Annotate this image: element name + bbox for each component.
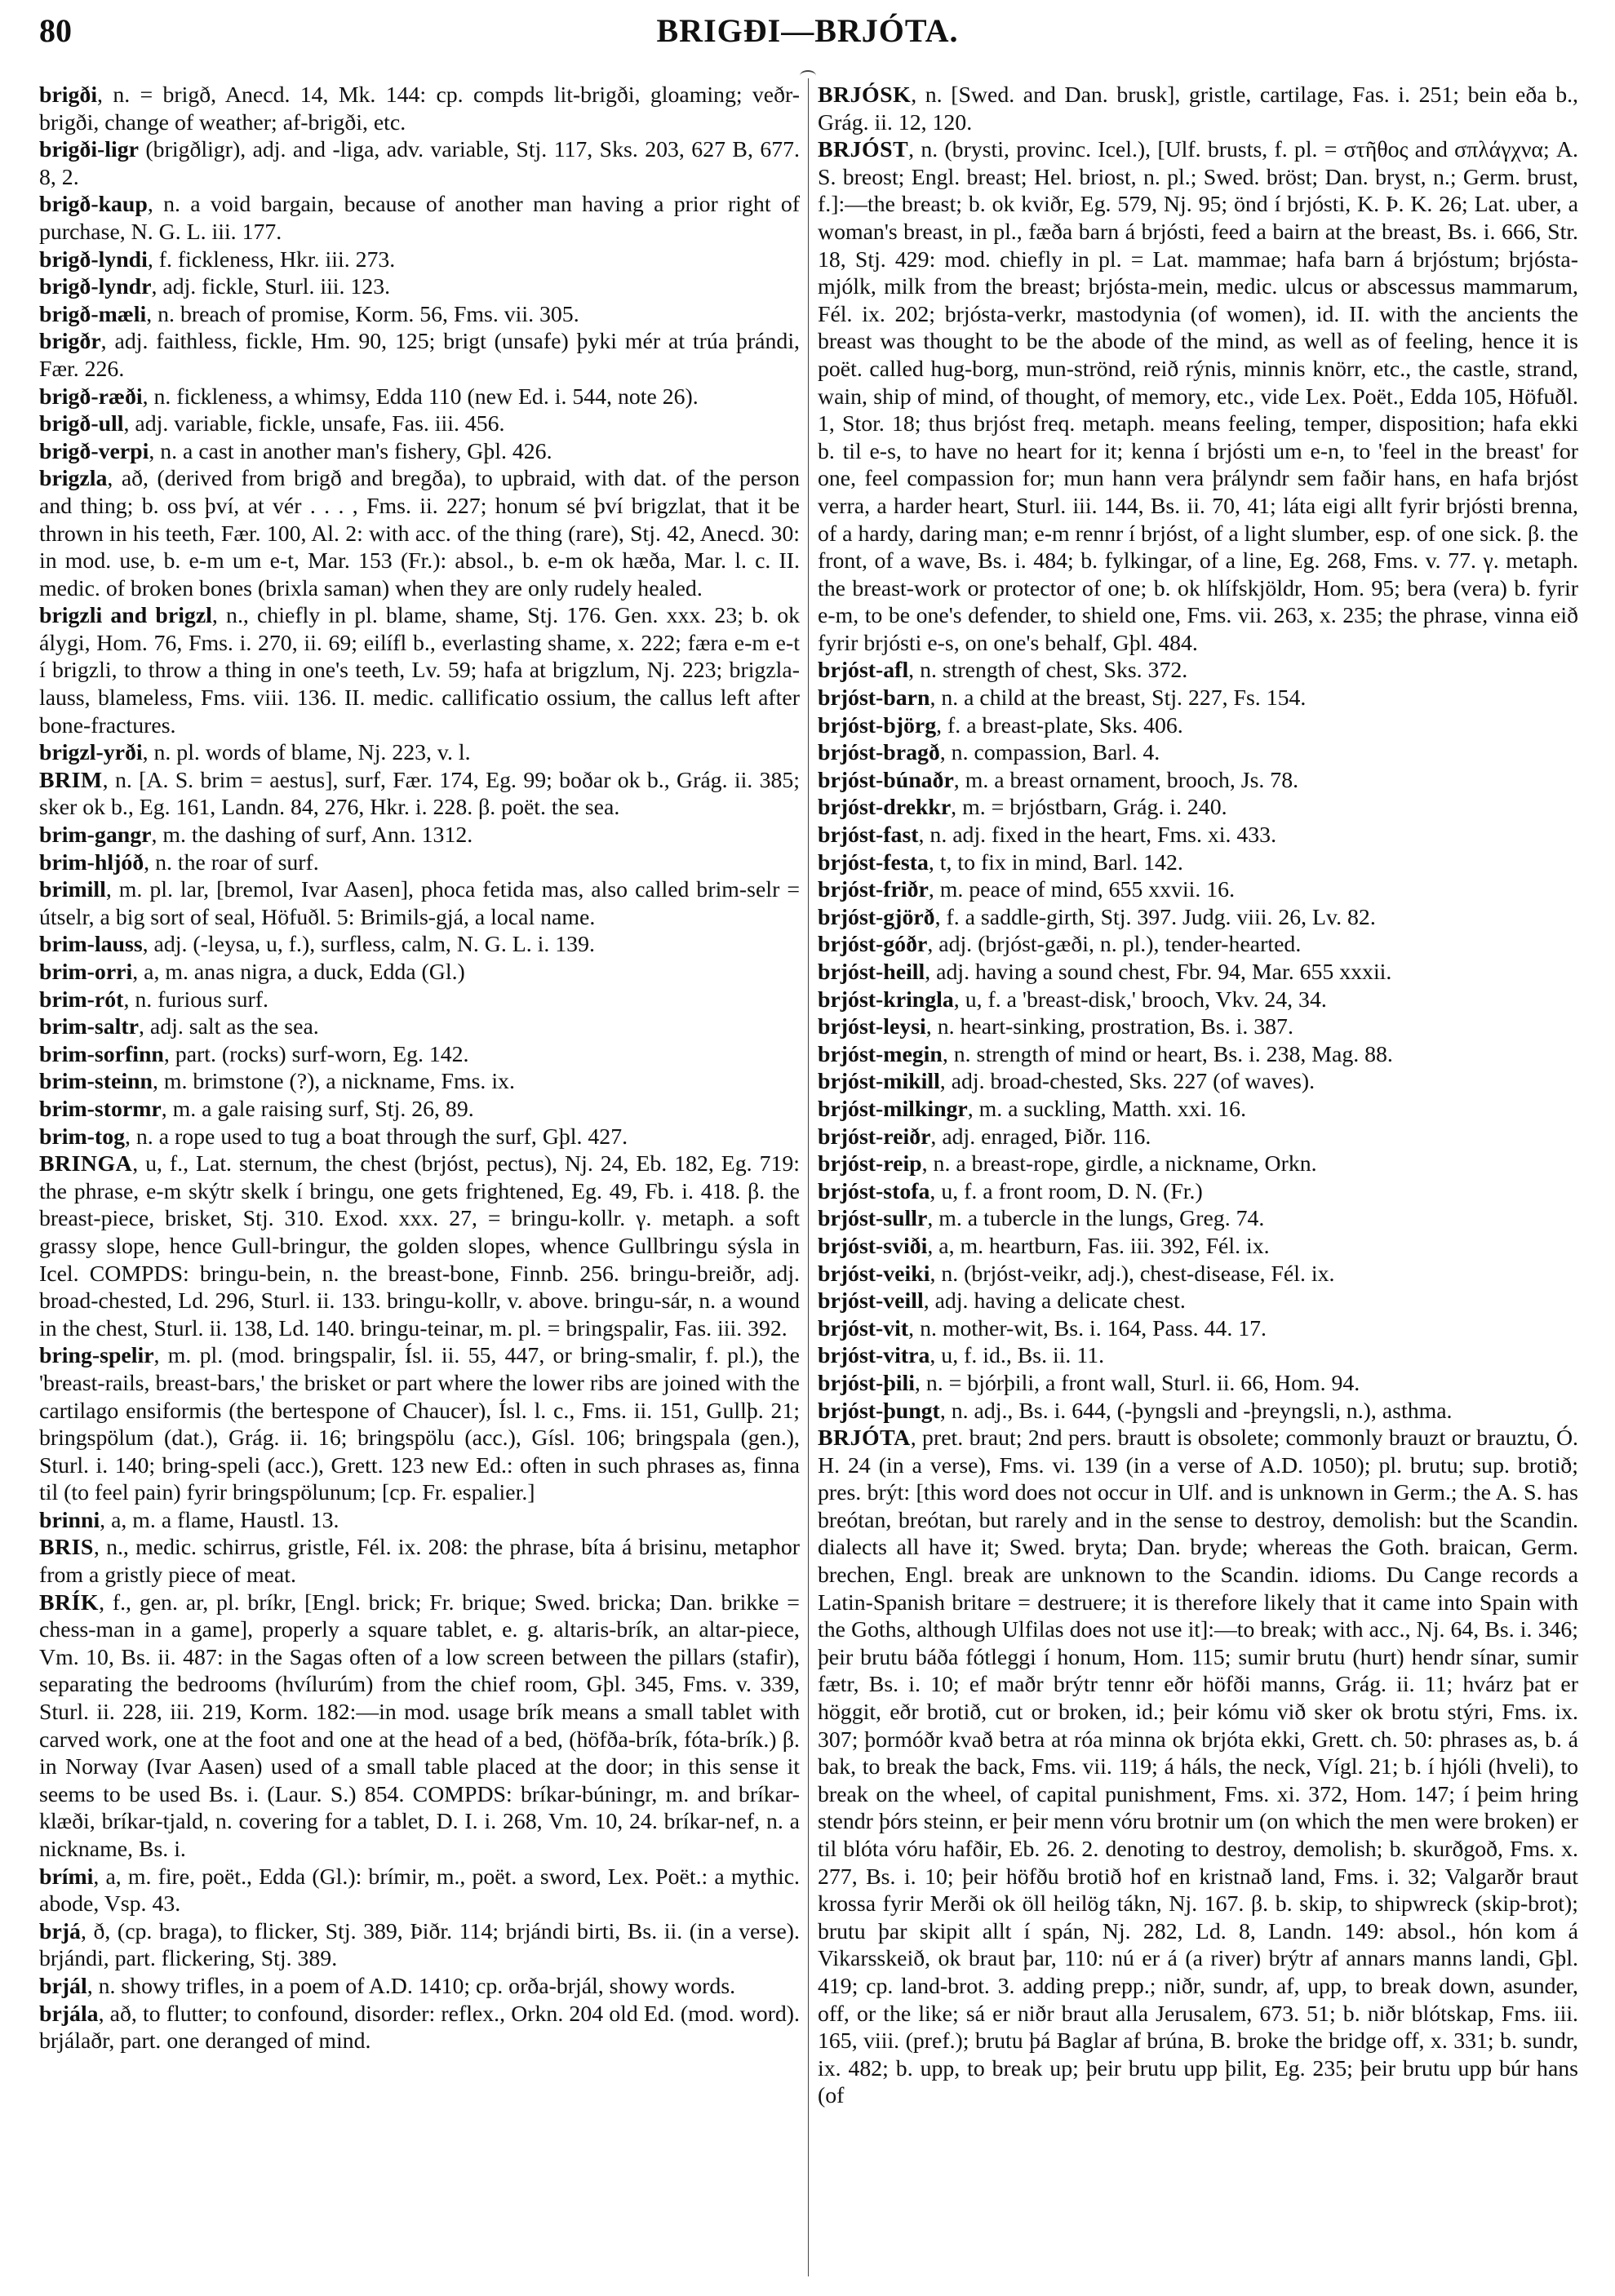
headword: brigð-kaup xyxy=(39,192,148,218)
entry-text: , f. a breast-plate, Sks. 406. xyxy=(936,712,1183,738)
entry-text: , m. a tubercle in the lungs, Greg. 74. xyxy=(927,1206,1265,1232)
entry-text: , adj. broad-chested, Sks. 227 (of waves). xyxy=(939,1069,1316,1095)
entry-text: , a, m. anas nigra, a duck, Edda (Gl.) xyxy=(132,960,465,985)
dictionary-entry xyxy=(39,876,800,931)
entry-text: , n., medic. schirrus, gristle, Fél. ix. 208: the phrase, bíta á brisinu, metaphor from a gristly piece of meat. xyxy=(39,1535,800,1589)
dictionary-entry xyxy=(39,1918,800,1973)
entry-text: , n. the roar of surf. xyxy=(144,849,319,875)
entry-text: , að, to flutter; to confound, disorder: reflex., Orkn. 204 old Ed. (mod. word). brjálaðr, part. one deranged of mind. xyxy=(39,2001,800,2054)
entry-text: , f., gen. ar, pl. bríkr, [Engl. brick; Fr. brique; Swed. bricka; Dan. brikke = chess-man in a game], properly a square tablet, e. g. altaris-brík, an altar-piece, Vm. 10, Bs. ii. 487: in the Sagas often of a low screen between the pillars (stafir), separating the bedrooms (hvílurúm) from the chief room, Gþl. 345, Fms. v. 339, Sturl. ii. 228, iii. 219, Korm. 182:—in mod. usage brík means a small tablet with carved work, one at the foot and one at the head of a bed, (höfða-brík, fóta-brík.) β. in Norway (Ivar Aasen) used of a small table placed at the door; in this sense it seems to be used Bs. i. (Laur. S.) 854. COMPDS: bríkar-búningr, m. and bríkar-klæði, bríkar-tjald, n. covering for a tablet, D. I. i. 268, Vm. 10, 24. bríkar-nef, n. a nickname, Bs. i. xyxy=(39,1589,800,1862)
dictionary-entry xyxy=(39,1013,800,1041)
dictionary-entry xyxy=(818,986,1578,1014)
dictionary-entry xyxy=(39,602,800,739)
entry-text: , a, m. a flame, Haustl. 13. xyxy=(100,1507,339,1533)
headword: brjóst-heill xyxy=(818,960,925,985)
entry-text: , n. breach of promise, Korm. 56, Fms. vii. 305. xyxy=(146,301,579,327)
dictionary-entry xyxy=(39,1864,800,1918)
headword: brigði-ligr xyxy=(39,137,139,163)
headword: brigð-lyndr xyxy=(39,274,152,300)
entry-text: , n. (brjóst-veikr, adj.), chest-disease, Fél. ix. xyxy=(930,1261,1335,1287)
entry-text: , n. strength of mind or heart, Bs. i. 238, Mag. 88. xyxy=(942,1041,1393,1067)
headword: brjóst-gjörð xyxy=(818,904,935,930)
entry-text: , m. the dashing of surf, Ann. 1312. xyxy=(151,822,473,849)
entry-text: , n. adj. fixed in the heart, Fms. xi. 433. xyxy=(918,822,1277,849)
headword: brigð-ræði xyxy=(39,383,143,410)
entry-text: , adj. enraged, Þiðr. 116. xyxy=(930,1124,1151,1150)
dictionary-entry xyxy=(818,82,1578,136)
dictionary-entry xyxy=(818,739,1578,767)
entry-text: , n. showy trifles, in a poem of A.D. 1410; cp. orða-brjál, showy words. xyxy=(87,1973,736,1999)
dictionary-entry xyxy=(39,767,800,822)
dictionary-entry xyxy=(39,438,800,466)
dictionary-entry xyxy=(39,1973,800,2001)
headword: BRJÓSK xyxy=(818,82,912,108)
headword: brjóst-veiki xyxy=(818,1261,930,1287)
dictionary-entry xyxy=(818,1150,1578,1178)
dictionary-entry xyxy=(39,301,800,329)
headword: brim-steinn xyxy=(39,1069,153,1095)
dictionary-entry xyxy=(818,1041,1578,1069)
dictionary-entry xyxy=(39,383,800,411)
column-rule xyxy=(808,78,809,2276)
dictionary-entry xyxy=(39,1041,800,1069)
entry-text: , n. = bjórþili, a front wall, Sturl. ii. 66, Hom. 94. xyxy=(914,1370,1360,1396)
dictionary-entry xyxy=(818,1096,1578,1124)
entry-text: , u, f. a front room, D. N. (Fr.) xyxy=(930,1178,1203,1204)
entry-text: , pret. braut; 2nd pers. brautt is obsolete; commonly brauzt or brauztu, Ó. H. 24 (in a verse), Fms. vi. 139 (in a verse of A.D. 1050); pl. brutu; sup. brotið; pres. brýt: [this word does not occur in Ulf. and is unknown in Germ.; the A. S. has breótan, breótan, but rarely and in the sense to destroy, demolish: but the Scandin. dialects all have it; Swed. bryta; Dan. bryde; whereas the Goth. braican, Germ. brechen, Engl. break are unknown to the Scandin. idioms. Du Cange records a Latin-Spanish britare = destruere; it is therefore likely that it came into Spain with the Goths, although Ulfilas does not use it]:—to break; with acc., Nj. 64, Bs. i. 346; þeir brutu báða fótleggi í honum, Hom. 115; sumir brutu (hurt) hendr sínar, sumir fætr, Bs. i. 10; ef maðr brýtr tennr eðr höfði manns, Grág. ii. 11; hvárz þat er höggit, eðr brotið, cut or broken, id.; þeir kómu við sker ok brotu stýri, Fms. ix. 307; þormóðr kvað betra at róa minna ok brjóta ekki, Grett. ch. 50: phrases as, b. á bak, to break the back, Fms. vii. 119; á háls, the neck, Vígl. 21; b. í hjóli (hveli), to break on the wheel, of capital punishment, Fms. xi. 372, Hom. 147; í þeim hring stendr þórs steinn, er þeir menn vóru brotnir um (on which the men were broken) er til blóta vóru hafðir, Eb. 26. 2. denoting to destroy, demolish; b. skurðgoð, Fms. x. 277, Bs. i. 10; þeir höfðu brotið hof en kristnað land, Fms. i. 32; Valgarðr braut krossa fyrir Merði ok öll heilög tákn, Nj. 167. β. b. skip, to shipwreck (skip-brot); brutu þar skipit allt í spán, Nj. 282, Ld. 8, Landn. 149: absol., hón kom á Vikarsskeið, ok braut þar, 110: nú er á (a river) brýtr af annars manns landi, Gþl. 419; cp. land-brot. 3. adding prepp.; niðr, sundr, af, upp, to break down, asunder, off, or the like; sá er niðr braut alla Jerusalem, 673. 51; b. niðr blótskap, Fms. iii. 165, viii. (pref.); brutu þá Baglar af brúna, B. broke the bridge off, x. 331; b. sundr, ix. 482; b. upp, to break up; þeir brutu upp þilit, Eg. 235; þeir brutu upp búr hans (of xyxy=(818,1425,1578,2109)
entry-text: , n., chiefly in pl. blame, shame, Stj. 176. Gen. xxx. 23; b. ok álygi, Hom. 76, Fms. i. 270, ii. 69; eilífl b., everlasting shame, x. 222; færa e-m e-t í brigzli, to throw a thing in one's teeth, Lv. 59; hafa at brigzlum, Nj. 223; brigzla-lauss, blameless, Fms. viii. 136. II. medic. callificatio ossium, the callus left after bone-fractures. xyxy=(39,603,800,738)
headword: brjóst-stofa xyxy=(818,1178,930,1204)
entry-text: , t, to fix in mind, Barl. 142. xyxy=(928,849,1183,875)
headword: brjóst-festa xyxy=(818,849,929,875)
dictionary-entry xyxy=(818,136,1578,657)
entry-text: , adj. (brjóst-gæði, n. pl.), tender-hearted. xyxy=(927,932,1302,958)
dictionary-entry xyxy=(39,273,800,301)
entry-text: , n. a child at the breast, Stj. 227, Fs. 154. xyxy=(930,685,1307,711)
entry-text: , n. a void bargain, because of another man having a prior right of purchase, N. G. L. iii. 177. xyxy=(39,192,800,245)
entry-text: , adj. having a delicate chest. xyxy=(923,1288,1186,1314)
headword: brigði xyxy=(39,82,98,108)
dictionary-entry xyxy=(39,959,800,986)
page-header xyxy=(39,11,1576,60)
running-head: BRIGÐI—BRJÓTA. xyxy=(656,12,959,49)
dictionary-entry xyxy=(39,1096,800,1124)
entry-text: , part. (rocks) surf-worn, Eg. 142. xyxy=(163,1041,469,1067)
headword: brigð-mæli xyxy=(39,301,147,327)
headword: brjóst-milkingr xyxy=(818,1096,968,1122)
headword: brjóst-drekkr xyxy=(818,795,952,821)
headword: brjóst-góðr xyxy=(818,932,928,958)
headword: brigzla xyxy=(39,466,108,492)
dictionary-entry xyxy=(818,1315,1578,1343)
headword: brim-gangr xyxy=(39,822,152,849)
headword: brjóst-reiðr xyxy=(818,1124,931,1150)
entry-text: , n. = brigð, Anecd. 14, Mk. 144: cp. compds lit-brigði, gloaming; veðr-brigði, change of weather; af-brigði, etc. xyxy=(39,82,800,135)
dictionary-entry xyxy=(39,191,800,246)
entry-text: , n. a rope used to tug a boat through the surf, Gþl. 427. xyxy=(125,1124,628,1150)
dictionary-entry xyxy=(818,1425,1578,2110)
dictionary-entry xyxy=(818,1288,1578,1315)
dictionary-entry xyxy=(39,1124,800,1151)
entry-text: , adj. salt as the sea. xyxy=(138,1014,319,1040)
dictionary-entry xyxy=(818,657,1578,685)
entry-text: , n. heart-sinking, prostration, Bs. i. 387. xyxy=(925,1014,1293,1040)
headword: brim-hljóð xyxy=(39,849,144,875)
headword: brim-rót xyxy=(39,986,124,1013)
headword: brjóst-reip xyxy=(818,1151,922,1177)
headword: BRJÓST xyxy=(818,137,909,163)
dictionary-entry xyxy=(818,1261,1578,1288)
entry-text: , m. peace of mind, 655 xxvii. 16. xyxy=(928,877,1236,903)
dictionary-entry xyxy=(39,246,800,274)
entry-text: , n. a breast-rope, girdle, a nickname, Orkn. xyxy=(921,1151,1317,1177)
headword: brjóst-björg xyxy=(818,712,937,738)
dictionary-entry xyxy=(39,136,800,191)
entry-text: , a, m. heartburn, Fas. iii. 392, Fél. ix. xyxy=(927,1233,1270,1259)
dictionary-entry xyxy=(818,1178,1578,1206)
entry-text: , n. compassion, Barl. 4. xyxy=(939,740,1160,766)
dictionary-entry xyxy=(818,794,1578,822)
page-number: 80 xyxy=(39,12,72,49)
entry-text: , a, m. fire, poët., Edda (Gl.): brímir, m., poët. a sword, Lex. Poët.: a mythic. abode, Vsp. 43. xyxy=(39,1864,800,1917)
entry-text: , m. a breast ornament, brooch, Js. 78. xyxy=(953,767,1299,793)
headword: brjóst-friðr xyxy=(818,877,929,903)
dictionary-entry xyxy=(818,931,1578,959)
dictionary-entry xyxy=(818,876,1578,904)
headword: BRJÓTA xyxy=(818,1425,911,1452)
headword: brjóst-leysi xyxy=(818,1014,926,1040)
entry-text: , adj. faithless, fickle, Hm. 90, 125; brigt (unsafe) þyki mér at trúa þrándi, Fær. 226. xyxy=(39,329,800,382)
dictionary-entry xyxy=(39,465,800,602)
dictionary-entry xyxy=(39,1534,800,1589)
entry-text: , m. a suckling, Matth. xxi. 16. xyxy=(967,1096,1247,1122)
dictionary-entry xyxy=(818,685,1578,712)
dictionary-entry xyxy=(818,712,1578,740)
right-column xyxy=(818,82,1578,2110)
dictionary-entry xyxy=(39,1589,800,1864)
headword: brigð-lyndi xyxy=(39,246,148,273)
headword: brigzli and brigzl xyxy=(39,603,212,629)
entry-text: , f. fickleness, Hkr. iii. 273. xyxy=(147,246,396,273)
entry-text: , n. strength of chest, Sks. 372. xyxy=(908,658,1188,684)
entry-text: , u, f., Lat. sternum, the chest (brjóst, pectus), Nj. 24, Eb. 182, Eg. 719: the phrase, e-m skýtr skelk í bringu, one gets frightened, Eg. 49, Fb. i. 418. β. the breast-piece, brisket, Stj. 310. Exod. xxx. 27, = bringu-kollr. γ. metaph. a soft grassy slope, hence Gull-bringur, the golden slopes, whence Gullbringu sýsla in Icel. COMPDS: bringu-bein, n. the breast-bone, Finnb. 256. bringu-breiðr, adj. broad-chested, Ld. 296, Sturl. ii. 133. bringu-kollr, v. above. bringu-sár, n. a wound in the chest, Sturl. ii. 138, Ld. 140. bringu-teinar, m. pl. = bringspalir, Fas. iii. 392. xyxy=(39,1151,800,1341)
headword: brjóst-afl xyxy=(818,658,909,684)
entry-text: , adj. (-leysa, u, f.), surfless, calm, N. G. L. i. 139. xyxy=(142,932,595,958)
entry-text: , n. mother-wit, Bs. i. 164, Pass. 44. 17. xyxy=(908,1315,1267,1341)
dictionary-entry xyxy=(818,904,1578,932)
headword: BRIM xyxy=(39,767,103,793)
entry-text: , adj. fickle, Sturl. iii. 123. xyxy=(151,274,391,300)
entry-text: , n. adj., Bs. i. 644, (-þyngsli and -þreyngsli, n.), asthma. xyxy=(939,1398,1453,1424)
headword: brjála xyxy=(39,2001,99,2027)
headword: brjóst-sviði xyxy=(818,1233,928,1259)
dictionary-entry xyxy=(39,410,800,438)
dictionary-entry xyxy=(818,1205,1578,1233)
dictionary-entry xyxy=(818,822,1578,849)
entry-text: , adj. variable, fickle, unsafe, Fas. iii. 456. xyxy=(123,411,505,437)
headword: brim-lauss xyxy=(39,932,143,958)
dictionary-entry xyxy=(39,1068,800,1096)
headword: brjóst-búnaðr xyxy=(818,767,954,793)
headword: BRINGA xyxy=(39,1151,133,1177)
entry-text: , n. furious surf. xyxy=(123,986,269,1013)
dictionary-entry xyxy=(818,849,1578,877)
headword: bring-spelir xyxy=(39,1343,154,1369)
dictionary-entry xyxy=(39,822,800,849)
dictionary-entry xyxy=(818,1233,1578,1261)
headword: brjóst-fast xyxy=(818,822,919,849)
dictionary-entry xyxy=(39,1150,800,1342)
dictionary-entry xyxy=(818,1342,1578,1370)
headword: brigzl-yrði xyxy=(39,740,143,766)
headword: brim-saltr xyxy=(39,1014,139,1040)
headword: brjál xyxy=(39,1973,87,1999)
dictionary-entry xyxy=(818,1370,1578,1398)
headword: brjóst-bragð xyxy=(818,740,940,766)
entry-text: , u, f. id., Bs. ii. 11. xyxy=(930,1343,1105,1369)
headword: brjóst-megin xyxy=(818,1041,943,1067)
dictionary-entry xyxy=(818,767,1578,795)
headword: brim-stormr xyxy=(39,1096,162,1122)
entry-text: , n. pl. words of blame, Nj. 223, v. l. xyxy=(142,740,471,766)
headword: brími xyxy=(39,1864,94,1890)
dictionary-entry xyxy=(39,2001,800,2055)
headword: brim-tog xyxy=(39,1124,125,1150)
left-column xyxy=(39,82,800,2055)
headword: brim-sorfinn xyxy=(39,1041,164,1067)
entry-text: , m. = brjóstbarn, Grág. i. 240. xyxy=(951,795,1227,821)
entry-text: , n. (brysti, provinc. Icel.), [Ulf. brusts, f. pl. = στῆθος and σπλάγχνα; A. S. breost; Engl. breast; Hel. briost, n. pl.; Swed. bröst; Dan. bryst, n.; Germ. brust, f.]:—the breast; b. ok kviðr, Eg. 579, Nj. 95; önd í brjósti, K. Þ. K. 26; Lat. uber, a woman's breast, in pl., fæða barn á brjósti, feed a bairn at the breast, Bs. i. 666, Str. 18, Stj. 429: mod. chiefly in pl. = Lat. mammae; hafa barn á brjóstum; brjósta-mjólk, milk from the breast; brjósta-mein, medic. ulcus or abscessus mammarum, Fél. ix. 202; brjósta-verkr, mastodynia (of women), id. II. with the ancients the breast was thought to be the abode of the mind, as well as of feeling, hence it is poët. called hug-borg, mun-strönd, reið rýnis, minnis knörr, etc., the castle, strand, wain, ship of mind, of thought, of memory, etc., vide Lex. Poët., Edda 105, Höfuðl. 1, Stor. 18; thus brjóst freq. metaph. means feeling, temper, disposition; hafa ekki b. til e-s, to have no heart for it; kenna í brjósti um e-n, to 'feel in the breast' for one, feel compassion for; mun hann vera þrályndr sem faðir hans, en hafa brjóst verra, a harder heart, Sturl. iii. 144, Bs. ii. 70, 41; láta eigi allt fyrir brjósti brenna, of a hardy, daring man; e-m rennr í brjóst, of a light slumber, esp. of one sick. β. the front, of a wave, Bs. i. 484; b. fylkingar, of a line, Eg. 268, Fms. v. 77. γ. metaph. the breast-work or protector of one; b. ok hlífskjöldr, Hom. 95; bera (vera) b. fyrir e-m, to be one's defender, to shield one, Fms. vii. 263, x. 235; the phrase, vinna eið fyrir brjósti e-s, on one's behalf, Gþl. 484. xyxy=(818,137,1578,656)
dictionary-entry xyxy=(818,1013,1578,1041)
entry-text: , m. brimstone (?), a nickname, Fms. ix. xyxy=(153,1069,515,1095)
headword: brjóst-barn xyxy=(818,685,930,711)
headword: brjóst-þungt xyxy=(818,1398,940,1424)
dictionary-entry xyxy=(39,931,800,959)
headword: BRÍK xyxy=(39,1589,100,1616)
dictionary-entry xyxy=(818,1398,1578,1425)
dictionary-entry xyxy=(39,1507,800,1535)
headword: BRIS xyxy=(39,1535,94,1561)
dictionary-entry xyxy=(39,82,800,136)
headword: brjóst-sullr xyxy=(818,1206,928,1232)
entry-text: , n. [A. S. brim = aestus], surf, Fær. 174, Eg. 99; boðar ok b., Grág. ii. 385; sker ok b., Eg. 161, Landn. 84, 276, Hkr. i. 228. β. poët. the sea. xyxy=(39,767,800,821)
headword: brjá xyxy=(39,1918,81,1944)
headword: brjóst-þili xyxy=(818,1370,915,1396)
dictionary-entry xyxy=(39,739,800,767)
dictionary-entry xyxy=(39,849,800,877)
entry-text: , ð, (cp. braga), to flicker, Stj. 389, Þiðr. 114; brjándi birti, Bs. ii. (in a verse). brjándi, part. flickering, Stj. 389. xyxy=(39,1918,800,1972)
dictionary-entry xyxy=(39,1342,800,1507)
entry-text: , m. pl. (mod. bringspalir, Ísl. ii. 55, 447, or bring-smalir, f. pl.), the 'breast-rails, breast-bars,' the brisket or part where the lower ribs are joined with the cartilago ensiformis (the bertespone of Chaucer), Ísl. l. c., Fms. ii. 151, Gullþ. 21; bringspölum (dat.), Grág. ii. 16; bringspölu (acc.), Gísl. 106; bringspala (gen.), Sturl. i. 140; bring-speli (acc.), Grett. 123 new Ed.: often in such phrases as, finna til (to feel pain) fyrir bringspölunum; [cp. Fr. espalier.] xyxy=(39,1343,800,1506)
dictionary-entry xyxy=(818,1124,1578,1151)
headword: brimill xyxy=(39,877,106,903)
headword: brinni xyxy=(39,1507,100,1533)
entry-text: , adj. having a sound chest, Fbr. 94, Mar. 655 xxxii. xyxy=(925,960,1392,985)
headword: brjóst-veill xyxy=(818,1288,924,1314)
entry-text: , n. a cast in another man's fishery, Gþl. 426. xyxy=(149,438,552,464)
headword: brjóst-vit xyxy=(818,1315,909,1341)
headword: brigðr xyxy=(39,329,101,355)
headword: brjóst-vitra xyxy=(818,1343,930,1369)
entry-text: , n. [Swed. and Dan. brusk], gristle, cartilage, Fas. i. 251; bein eða b., Grág. ii. 12, 120. xyxy=(818,82,1578,135)
headword: brigð-verpi xyxy=(39,438,149,464)
headword: brigð-ull xyxy=(39,411,124,437)
dictionary-entry xyxy=(818,959,1578,986)
entry-text: (brigðligr), adj. and -liga, adv. variable, Stj. 117, Sks. 203, 627 B, 677. 8, 2. xyxy=(39,137,800,190)
dictionary-entry xyxy=(39,328,800,383)
headword: brjóst-mikill xyxy=(818,1069,940,1095)
headword: brim-orri xyxy=(39,960,133,985)
dictionary-entry xyxy=(39,986,800,1014)
headword: brjóst-kringla xyxy=(818,986,954,1013)
entry-text: , n. fickleness, a whimsy, Edda 110 (new Ed. i. 544, note 26). xyxy=(142,383,699,410)
entry-text: , f. a saddle-girth, Stj. 397. Judg. viii. 26, Lv. 82. xyxy=(934,904,1376,930)
entry-text: , að, (derived from brigð and bregða), to upbraid, with dat. of the person and thing; b. oss því, at vér . . . , Fms. ii. 227; honum sé því brigzlat, that it be thrown in his teeth, Fær. 100, Al. 2: with acc. of the thing (rare), Stj. 42, Anecd. 30: in mod. use, b. e-m um e-t, Mar. 153 (Fr.): absol., b. e-m ok hæða, Mar. l. c. II. medic. of broken bones (brixla saman) when they are only rudely healed. xyxy=(39,466,800,601)
dictionary-entry xyxy=(818,1068,1578,1096)
entry-text: , m. pl. lar, [bremol, Ivar Aasen], phoca fetida mas, also called brim-selr = útselr, a big sort of seal, Höfuðl. 5: Brimils-gjá, a local name. xyxy=(39,877,800,930)
entry-text: , u, f. a 'breast-disk,' brooch, Vkv. 24, 34. xyxy=(953,986,1327,1013)
entry-text: , m. a gale raising surf, Stj. 26, 89. xyxy=(161,1096,474,1122)
